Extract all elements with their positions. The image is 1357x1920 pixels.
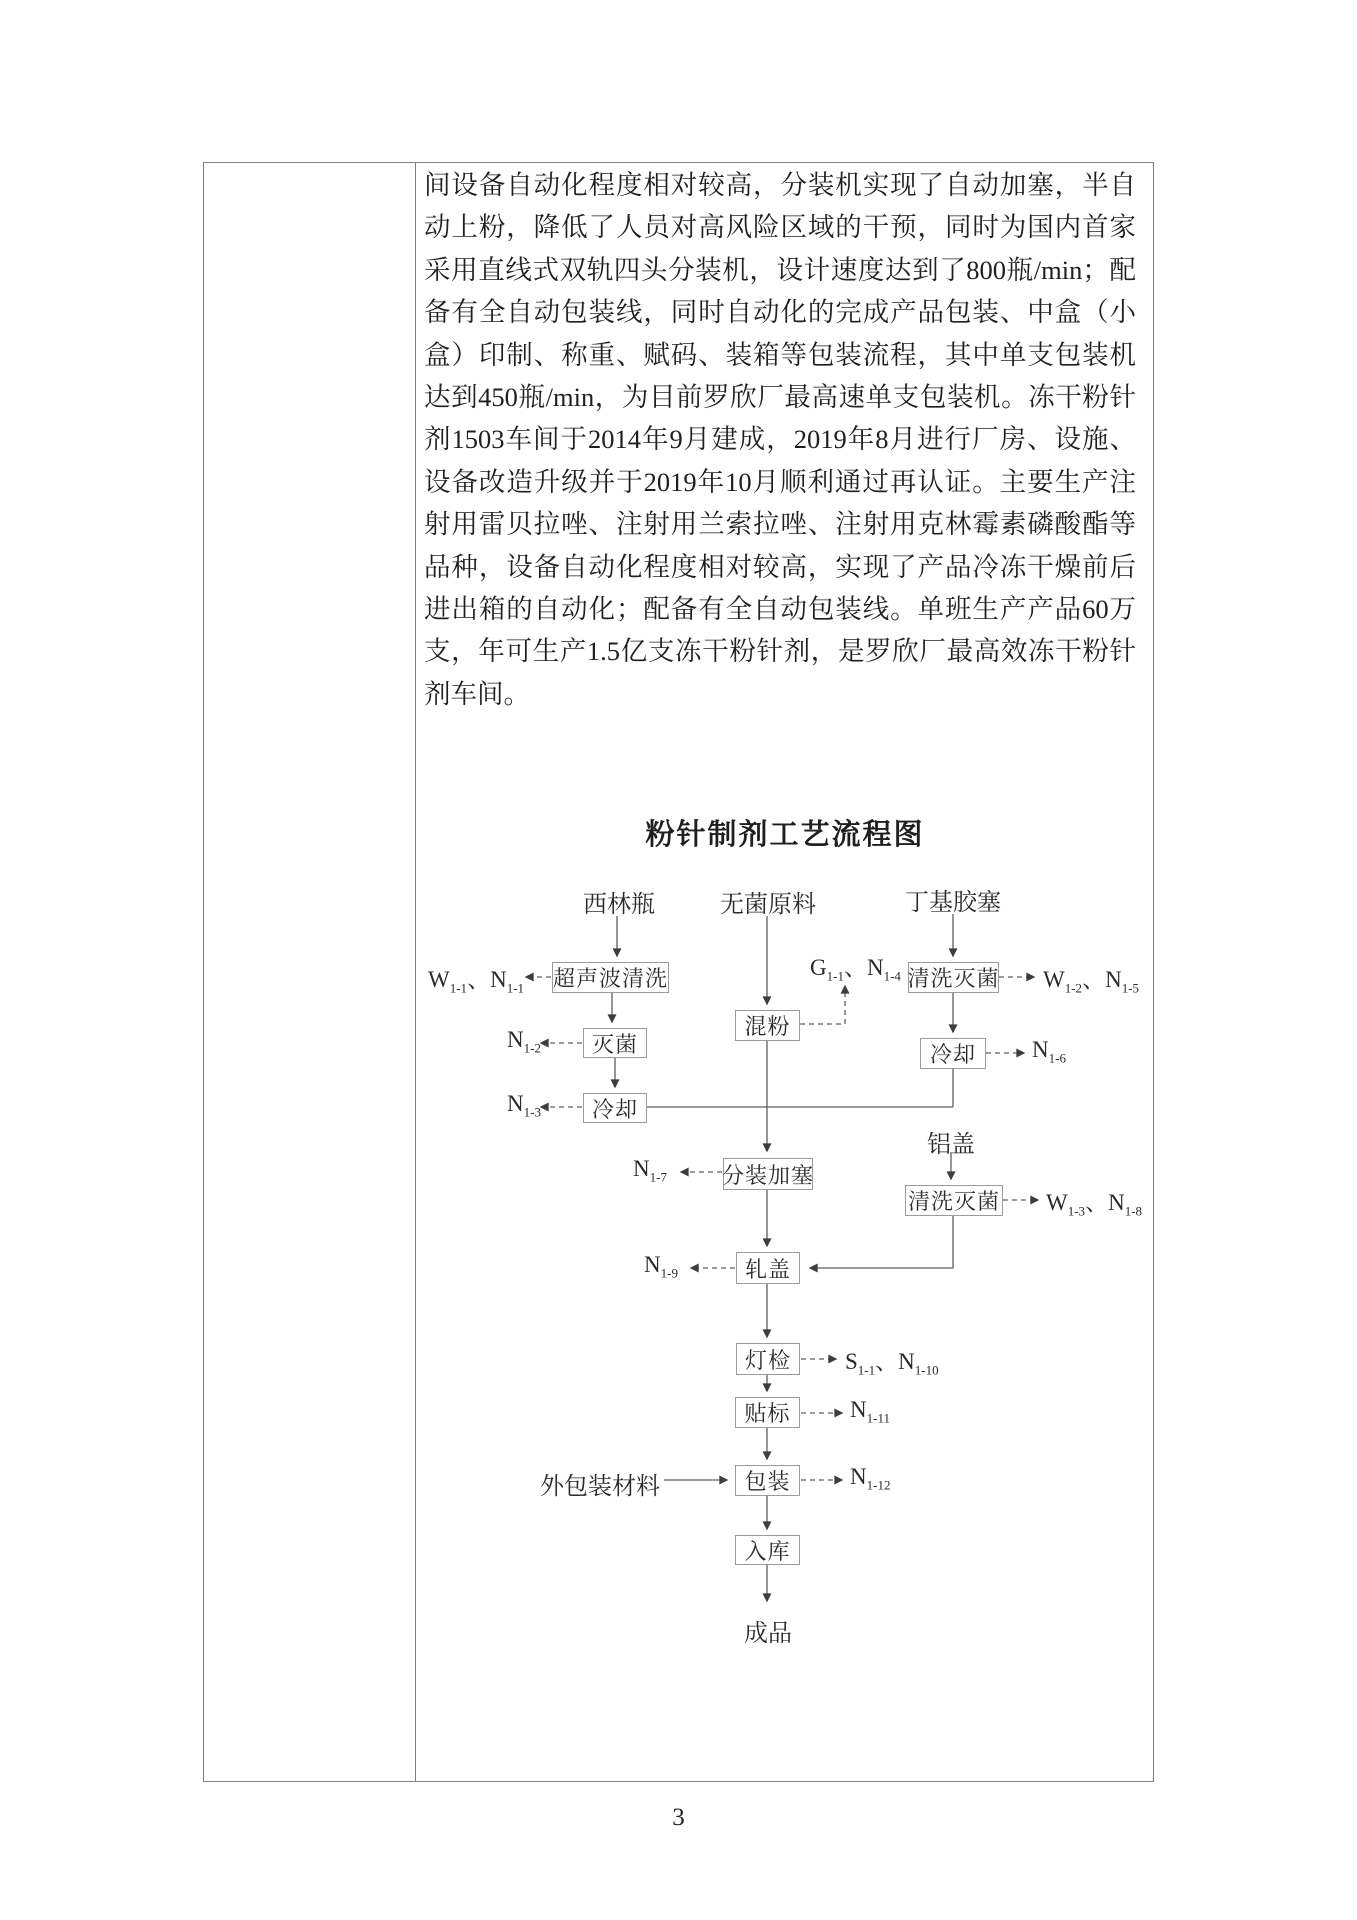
flow-step-ultrasonic-wash: 超声波清洗 (552, 962, 669, 993)
paragraph-line: 品种，设备自动化程度相对较高，实现了产品冷冻干燥前后 (424, 551, 1136, 582)
paragraph-line: 动上粉，降低了人员对高风险区域的干预，同时为国内首家 (424, 212, 1136, 243)
paragraph-line: 间设备自动化程度相对较高，分装机实现了自动加塞，半自 (424, 170, 1136, 200)
source-vial: 西林瓶 (583, 892, 655, 918)
emission-label-n1-12: $N_{1-12}$ (850, 1464, 891, 1493)
emission-label-w1-1-n1-1: $W_{1-1}$、$N_{1-1}$ (428, 967, 525, 996)
flow-step-cool-left: 冷却 (583, 1093, 647, 1123)
source-butyl-stopper: 丁基胶塞 (905, 890, 1001, 916)
source-outer-packaging: 外包装材料 (540, 1474, 660, 1500)
flow-step-cool-right: 冷却 (920, 1038, 986, 1069)
paragraph-line: 进出箱的自动化；配备有全自动包装线。单班生产产品60万 (424, 593, 1136, 624)
flow-step-labeling: 贴标 (735, 1397, 800, 1428)
paragraph-line: 剂车间。 (424, 678, 530, 709)
emission-label-w1-2-n1-5: $W_{1-2}$、$N_{1-5}$ (1043, 967, 1140, 996)
flow-step-wash-sterilize-cap: 清洗灭菌 (905, 1185, 1003, 1216)
flow-step-crimp-cap: 轧盖 (736, 1252, 800, 1284)
emission-label-n1-11: $N_{1-11}$ (850, 1397, 890, 1426)
source-aluminum-cap: 铝盖 (927, 1132, 975, 1158)
emission-label-g1-1-n1-4: $G_{1-1}$、$N_{1-4}$ (810, 955, 901, 984)
emission-label-n1-7: $N_{1-7}$ (633, 1156, 667, 1185)
emission-label-s1-1-n1-10: $S_{1-1}$、$N_{1-10}$ (845, 1349, 939, 1378)
paragraph-line: 射用雷贝拉唑、注射用兰索拉唑、注射用克林霉素磷酸酯等 (424, 509, 1136, 540)
paragraph-line: 剂1503车间于2014年9月建成，2019年8月进行厂房、设施、 (424, 424, 1136, 455)
paragraph-line: 盒）印制、称重、赋码、装箱等包装流程，其中单支包装机 (424, 339, 1136, 370)
flow-step-packaging: 包装 (735, 1465, 800, 1496)
finished-product-label: 成品 (744, 1621, 792, 1647)
flow-step-wash-sterilize-stopper: 清洗灭菌 (908, 962, 999, 993)
flow-step-mix-powder: 混粉 (735, 1010, 800, 1041)
paragraph-line: 备有全自动包装线，同时自动化的完成产品包装、中盒（小 (424, 297, 1136, 328)
flowchart-title: 粉针制剂工艺流程图 (645, 819, 925, 851)
emission-label-n1-3: $N_{1-3}$ (507, 1091, 541, 1120)
flow-step-warehousing: 入库 (735, 1535, 800, 1565)
flow-step-sterilize: 灭菌 (583, 1028, 647, 1058)
flow-step-fill-stopper: 分装加塞 (723, 1158, 813, 1190)
emission-label-n1-9: $N_{1-9}$ (644, 1252, 678, 1281)
paragraph-line: 达到450瓶/min，为目前罗欣厂最高速单支包装机。冻干粉针 (424, 381, 1136, 412)
emission-label-n1-2: $N_{1-2}$ (507, 1027, 541, 1056)
paragraph-line: 支，年可生产1.5亿支冻干粉针剂，是罗欣厂最高效冻干粉针 (424, 636, 1136, 667)
flow-step-lamp-inspection: 灯检 (736, 1343, 800, 1375)
emission-label-w1-3-n1-8: $W_{1-3}$、$N_{1-8}$ (1046, 1190, 1143, 1219)
paragraph-line: 采用直线式双轨四头分装机，设计速度达到了800瓶/min；配 (424, 254, 1136, 285)
source-sterile-material: 无菌原料 (720, 892, 816, 918)
emission-label-n1-6: $N_{1-6}$ (1032, 1037, 1066, 1066)
paragraph-line: 设备改造升级并于2019年10月顺利通过再认证。主要生产注 (424, 466, 1136, 497)
page-number: 3 (672, 1804, 685, 1831)
